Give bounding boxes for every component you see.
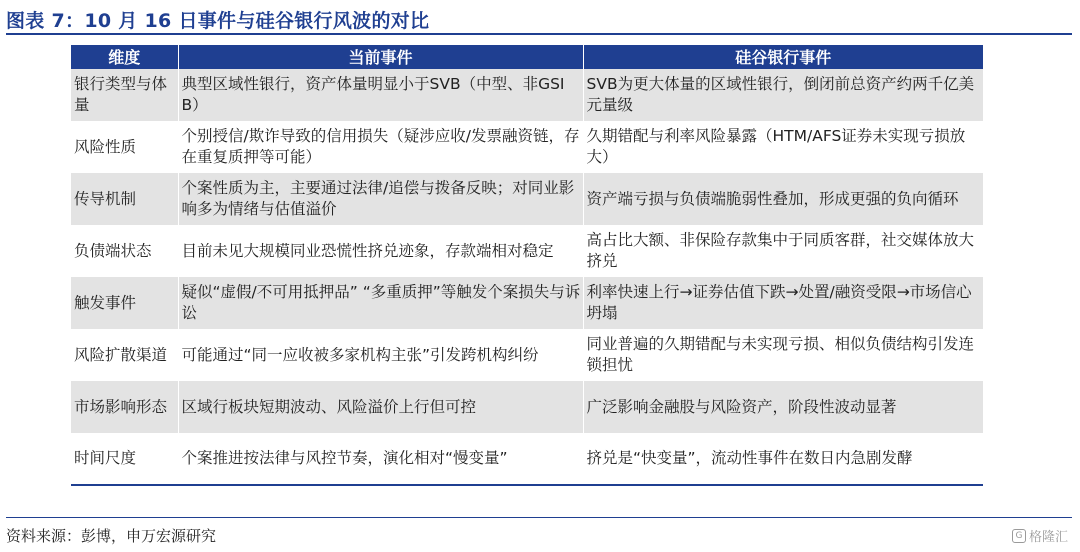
table-row bbox=[71, 381, 983, 433]
cell-current-event: 典型区域性银行，资产体量明显小于SVB（中型、非GSIB） bbox=[178, 69, 583, 121]
cell-svb-event: 挤兑是“快变量”，流动性事件在数日内急剧发酵 bbox=[583, 433, 983, 485]
header-current-event: 当前事件 bbox=[178, 45, 583, 69]
header-svb-event: 硅谷银行事件 bbox=[583, 45, 983, 69]
table-row bbox=[71, 225, 983, 277]
watermark bbox=[1012, 526, 1068, 545]
cell-current-event: 个别授信/欺诈导致的信用损失（疑涉应收/发票融资链，存在重复质押等可能） bbox=[178, 121, 583, 173]
table-row bbox=[71, 121, 983, 173]
table-row bbox=[71, 277, 983, 329]
cell-current-event: 个案推进按法律与风控节奏，演化相对“慢变量” bbox=[178, 433, 583, 485]
cell-svb-event: 资产端亏损与负债端脆弱性叠加，形成更强的负向循环 bbox=[583, 173, 983, 225]
table-row bbox=[71, 69, 983, 121]
source-divider bbox=[6, 517, 1072, 518]
cell-dimension: 传导机制 bbox=[71, 173, 178, 225]
cell-dimension: 市场影响形态 bbox=[71, 381, 178, 433]
cell-current-event: 区域行板块短期波动、风险溢价上行但可控 bbox=[178, 381, 583, 433]
cell-current-event: 个案性质为主，主要通过法律/追偿与拨备反映；对同业影响多为情绪与估值溢价 bbox=[178, 173, 583, 225]
table-row bbox=[71, 173, 983, 225]
cell-dimension: 触发事件 bbox=[71, 277, 178, 329]
cell-dimension: 风险扩散渠道 bbox=[71, 329, 178, 381]
title-divider bbox=[6, 33, 1072, 35]
cell-current-event: 可能通过“同一应收被多家机构主张”引发跨机构纠纷 bbox=[178, 329, 583, 381]
cell-svb-event: 同业普遍的久期错配与未实现亏损、相似负债结构引发连锁担忧 bbox=[583, 329, 983, 381]
cell-dimension: 负债端状态 bbox=[71, 225, 178, 277]
gelonghui-logo-icon: G bbox=[1012, 529, 1026, 543]
cell-dimension: 时间尺度 bbox=[71, 433, 178, 485]
cell-svb-event: 广泛影响金融股与风险资产，阶段性波动显著 bbox=[583, 381, 983, 433]
cell-current-event: 目前未见大规模同业恐慌性挤兑迹象，存款端相对稳定 bbox=[178, 225, 583, 277]
cell-dimension: 风险性质 bbox=[71, 121, 178, 173]
cell-svb-event: 高占比大额、非保险存款集中于同质客群，社交媒体放大挤兑 bbox=[583, 225, 983, 277]
cell-current-event: 疑似“虚假/不可用抵押品” “多重质押”等触发个案损失与诉讼 bbox=[178, 277, 583, 329]
cell-svb-event: 久期错配与利率风险暴露（HTM/AFS证券未实现亏损放大） bbox=[583, 121, 983, 173]
watermark-text: 格隆汇 bbox=[1028, 530, 1068, 545]
cell-svb-event: 利率快速上行→证券估值下跌→处置/融资受限→市场信心坍塌 bbox=[583, 277, 983, 329]
cell-svb-event: SVB为更大体量的区域性银行，倒闭前总资产约两千亿美元量级 bbox=[583, 69, 983, 121]
table-header-row bbox=[71, 45, 983, 69]
figure-title: 图表 7：10 月 16 日事件与硅谷银行风波的对比 bbox=[6, 10, 430, 32]
comparison-table bbox=[71, 45, 983, 486]
source-note: 资料来源：彭博，申万宏源研究 bbox=[6, 527, 217, 545]
table-row bbox=[71, 433, 983, 485]
cell-dimension: 银行类型与体量 bbox=[71, 69, 178, 121]
header-dimension: 维度 bbox=[71, 45, 178, 69]
table-row bbox=[71, 329, 983, 381]
